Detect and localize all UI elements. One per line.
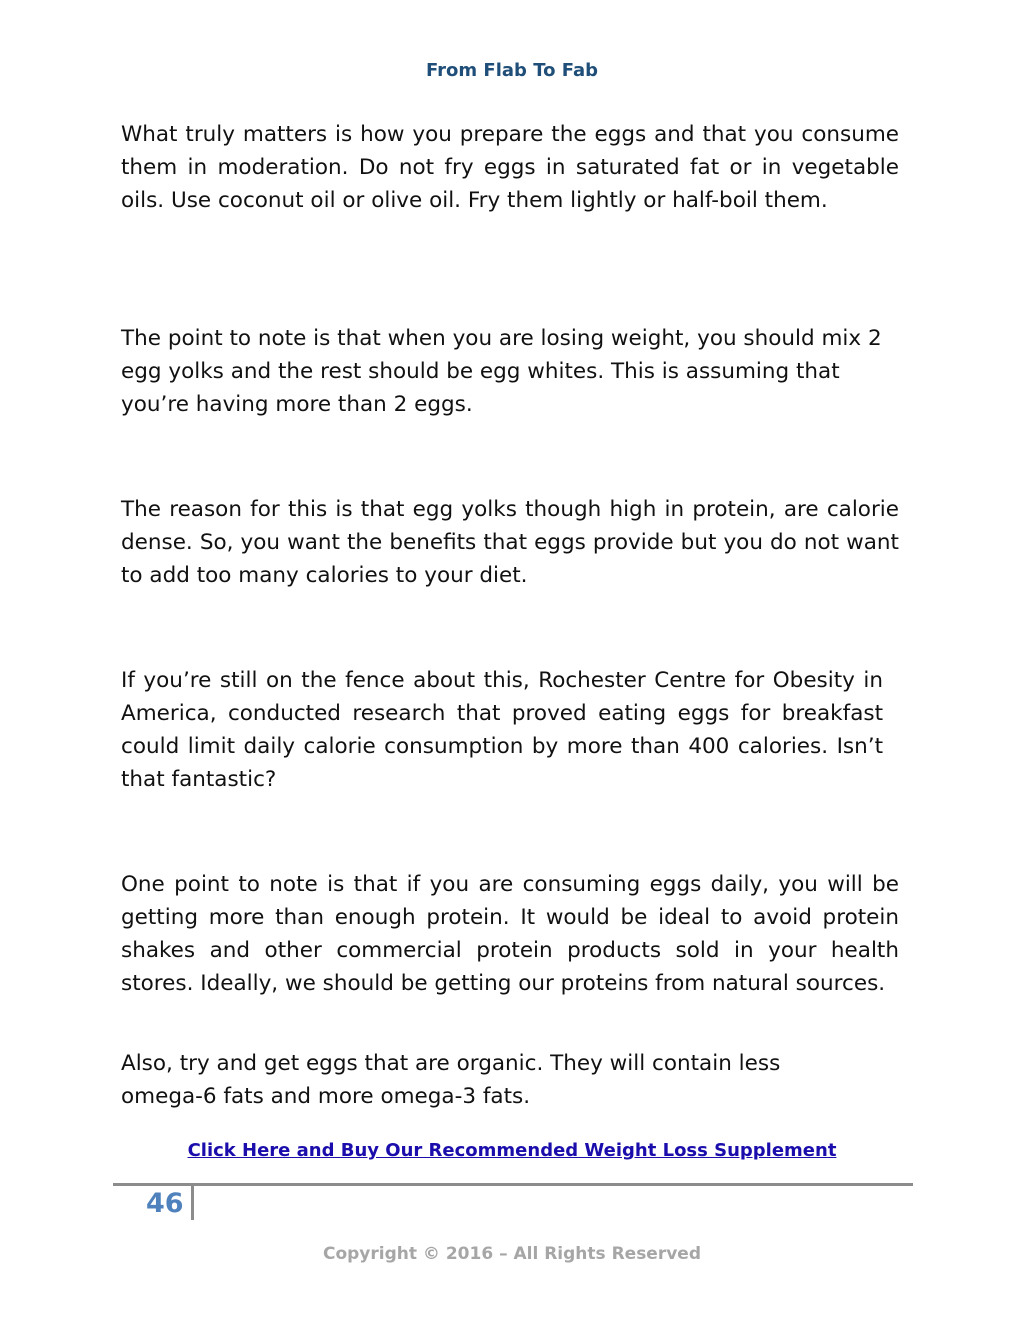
footer-divider bbox=[113, 1183, 913, 1186]
page-number: 46 bbox=[146, 1188, 184, 1219]
page-header-title: From Flab To Fab bbox=[426, 60, 598, 81]
page-number-divider bbox=[191, 1186, 194, 1220]
copyright-notice: Copyright © 2016 – All Rights Reserved bbox=[322, 1244, 702, 1264]
body-paragraph-6: Also, try and get eggs that are organic. They will contain less omega-6 fats and more omega-3 fats. bbox=[121, 1051, 781, 1109]
body-paragraph-1: What truly matters is how you prepare the eggs and that you consume them in moderation. Do not fry eggs in saturated fat or in vegetable oils. Use coconut oil or olive oil. Fry them lightly or half-boil them. bbox=[121, 122, 899, 213]
body-paragraph-4: If you’re still on the fence about this, Rochester Centre for Obesity in America, conducted research that proved eating eggs for breakfast could limit daily calorie consumption by more than 400 calories. Isn’t that fantastic? bbox=[121, 668, 883, 792]
body-paragraph-5: One point to note is that if you are consuming eggs daily, you will be getting more than enough protein. It would be ideal to avoid protein shakes and other commercial protein products sold in your health stores. Ideally, we should be getting our proteins from natural sources. bbox=[121, 872, 899, 996]
body-paragraph-2: The point to note is that when you are losing weight, you should mix 2 egg yolks and the rest should be egg whites. This is assuming that you’re having more than 2 eggs. bbox=[121, 326, 882, 417]
body-paragraph-3: The reason for this is that egg yolks though high in protein, are calorie dense. So, you want the benefits that eggs provide but you do not want to add too many calories to your diet. bbox=[121, 497, 899, 588]
supplement-promo-link[interactable]: Click Here and Buy Our Recommended Weight Loss Supplement bbox=[187, 1140, 837, 1161]
